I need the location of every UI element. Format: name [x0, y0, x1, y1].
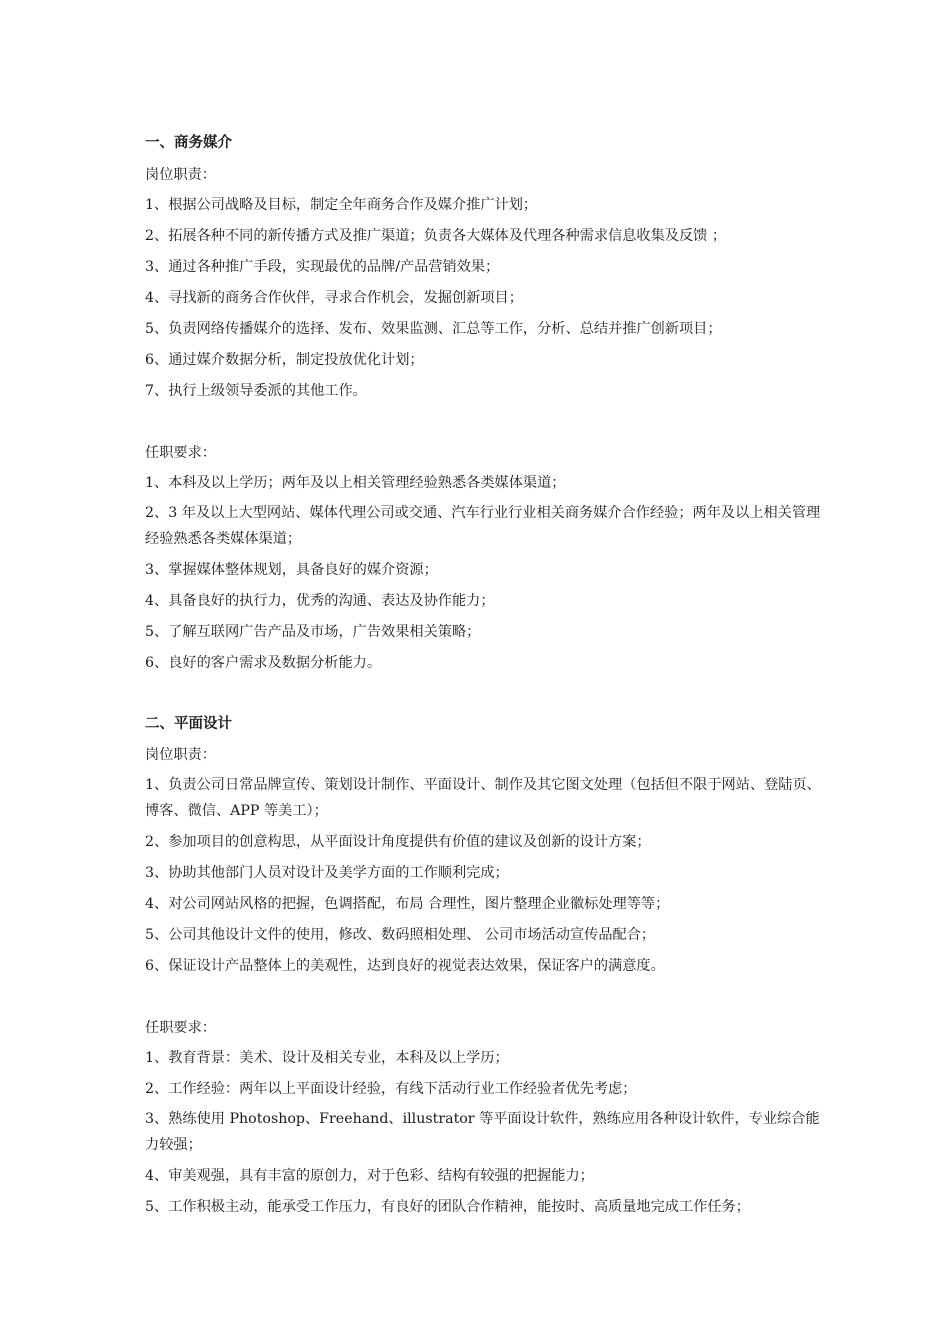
section2-req-2: 2、工作经验：两年以上平面设计经验，有线下活动行业工作经验者优先考虑； [145, 1081, 637, 1097]
section2-duties-label: 岗位职责： [145, 747, 216, 763]
section1-duties-label: 岗位职责： [145, 167, 216, 183]
section1-duty-2: 2、拓展各种不同的新传播方式及推广渠道；负责各大媒体及代理各种需求信息收集及反馈 ； [145, 228, 727, 244]
section1-duty-3: 3、通过各种推广手段，实现最优的品牌/产品营销效果； [145, 259, 500, 275]
section1-req-1: 1、本科及以上学历；两年及以上相关管理经验熟悉各类媒体渠道； [145, 475, 566, 491]
section2-req-4: 4、审美观强，具有丰富的原创力，对于色彩、结构有较强的把握能力； [145, 1168, 594, 1184]
section1-req-4: 4、具备良好的执行力，优秀的沟通、表达及协作能力； [145, 593, 495, 609]
section2-req-label: 任职要求： [145, 1020, 216, 1036]
section2-duty-1: 1、负责公司日常品牌宣传、策划设计制作、平面设计、制作及其它图文处理（包括但不限于网站、登陆页、博客、微信、APP 等美工）； [145, 777, 821, 819]
section1-req-6: 6、良好的客户需求及数据分析能力。 [145, 655, 382, 671]
section1-duty-7: 7、执行上级领导委派的其他工作。 [145, 383, 367, 399]
section1-duty-6: 6、通过媒介数据分析，制定投放优化计划； [145, 352, 424, 368]
section2-duty-6: 6、保证设计产品整体上的美观性，达到良好的视觉表达效果，保证客户的满意度。 [145, 958, 665, 974]
section1-req-5: 5、了解互联网广告产品及市场，广告效果相关策略； [145, 624, 481, 640]
section1-duty-5: 5、负责网络传播媒介的选择、发布、效果监测、汇总等工作，分析、总结并推广创新项目； [145, 321, 722, 337]
section2-req-5: 5、工作积极主动，能承受工作压力，有良好的团队合作精神，能按时、高质量地完成工作任务； [145, 1199, 750, 1215]
section2-duty-5: 5、公司其他设计文件的使用，修改、数码照相处理、 公司市场活动宣传品配合； [145, 927, 656, 943]
section2-duty-2: 2、参加项目的创意构思，从平面设计角度提供有价值的建议及创新的设计方案； [145, 834, 651, 850]
section1-req-label: 任职要求： [145, 445, 216, 461]
section1-req-2: 2、3 年及以上大型网站、媒体代理公司或交通、汽车行业行业相关商务媒介合作经验；两年及以上相关管理经验熟悉各类媒体渠道； [145, 505, 821, 547]
section2-heading: 二、平面设计 [145, 716, 232, 732]
section1-heading: 一、商务媒介 [145, 135, 232, 151]
section1-req-3: 3、掌握媒体整体规划，具备良好的媒介资源； [145, 562, 438, 578]
section2-req-1: 1、教育背景：美术、设计及相关专业，本科及以上学历； [145, 1050, 509, 1066]
section2-duty-4: 4、对公司网站风格的把握，色调搭配，布局 合理性，图片整理企业徽标处理等等； [145, 896, 670, 912]
section1-duty-4: 4、寻找新的商务合作伙伴，寻求合作机会，发掘创新项目； [145, 290, 523, 306]
section1-duty-1: 1、根据公司战略及目标，制定全年商务合作及媒介推广计划； [145, 197, 538, 213]
section2-duty-3: 3、协助其他部门人员对设计及美学方面的工作顺利完成； [145, 865, 509, 881]
section2-req-3: 3、熟练使用 Photoshop、Freehand、illustrator 等平面设计软件，熟练应用各种设计软件，专业综合能力较强； [145, 1111, 820, 1153]
